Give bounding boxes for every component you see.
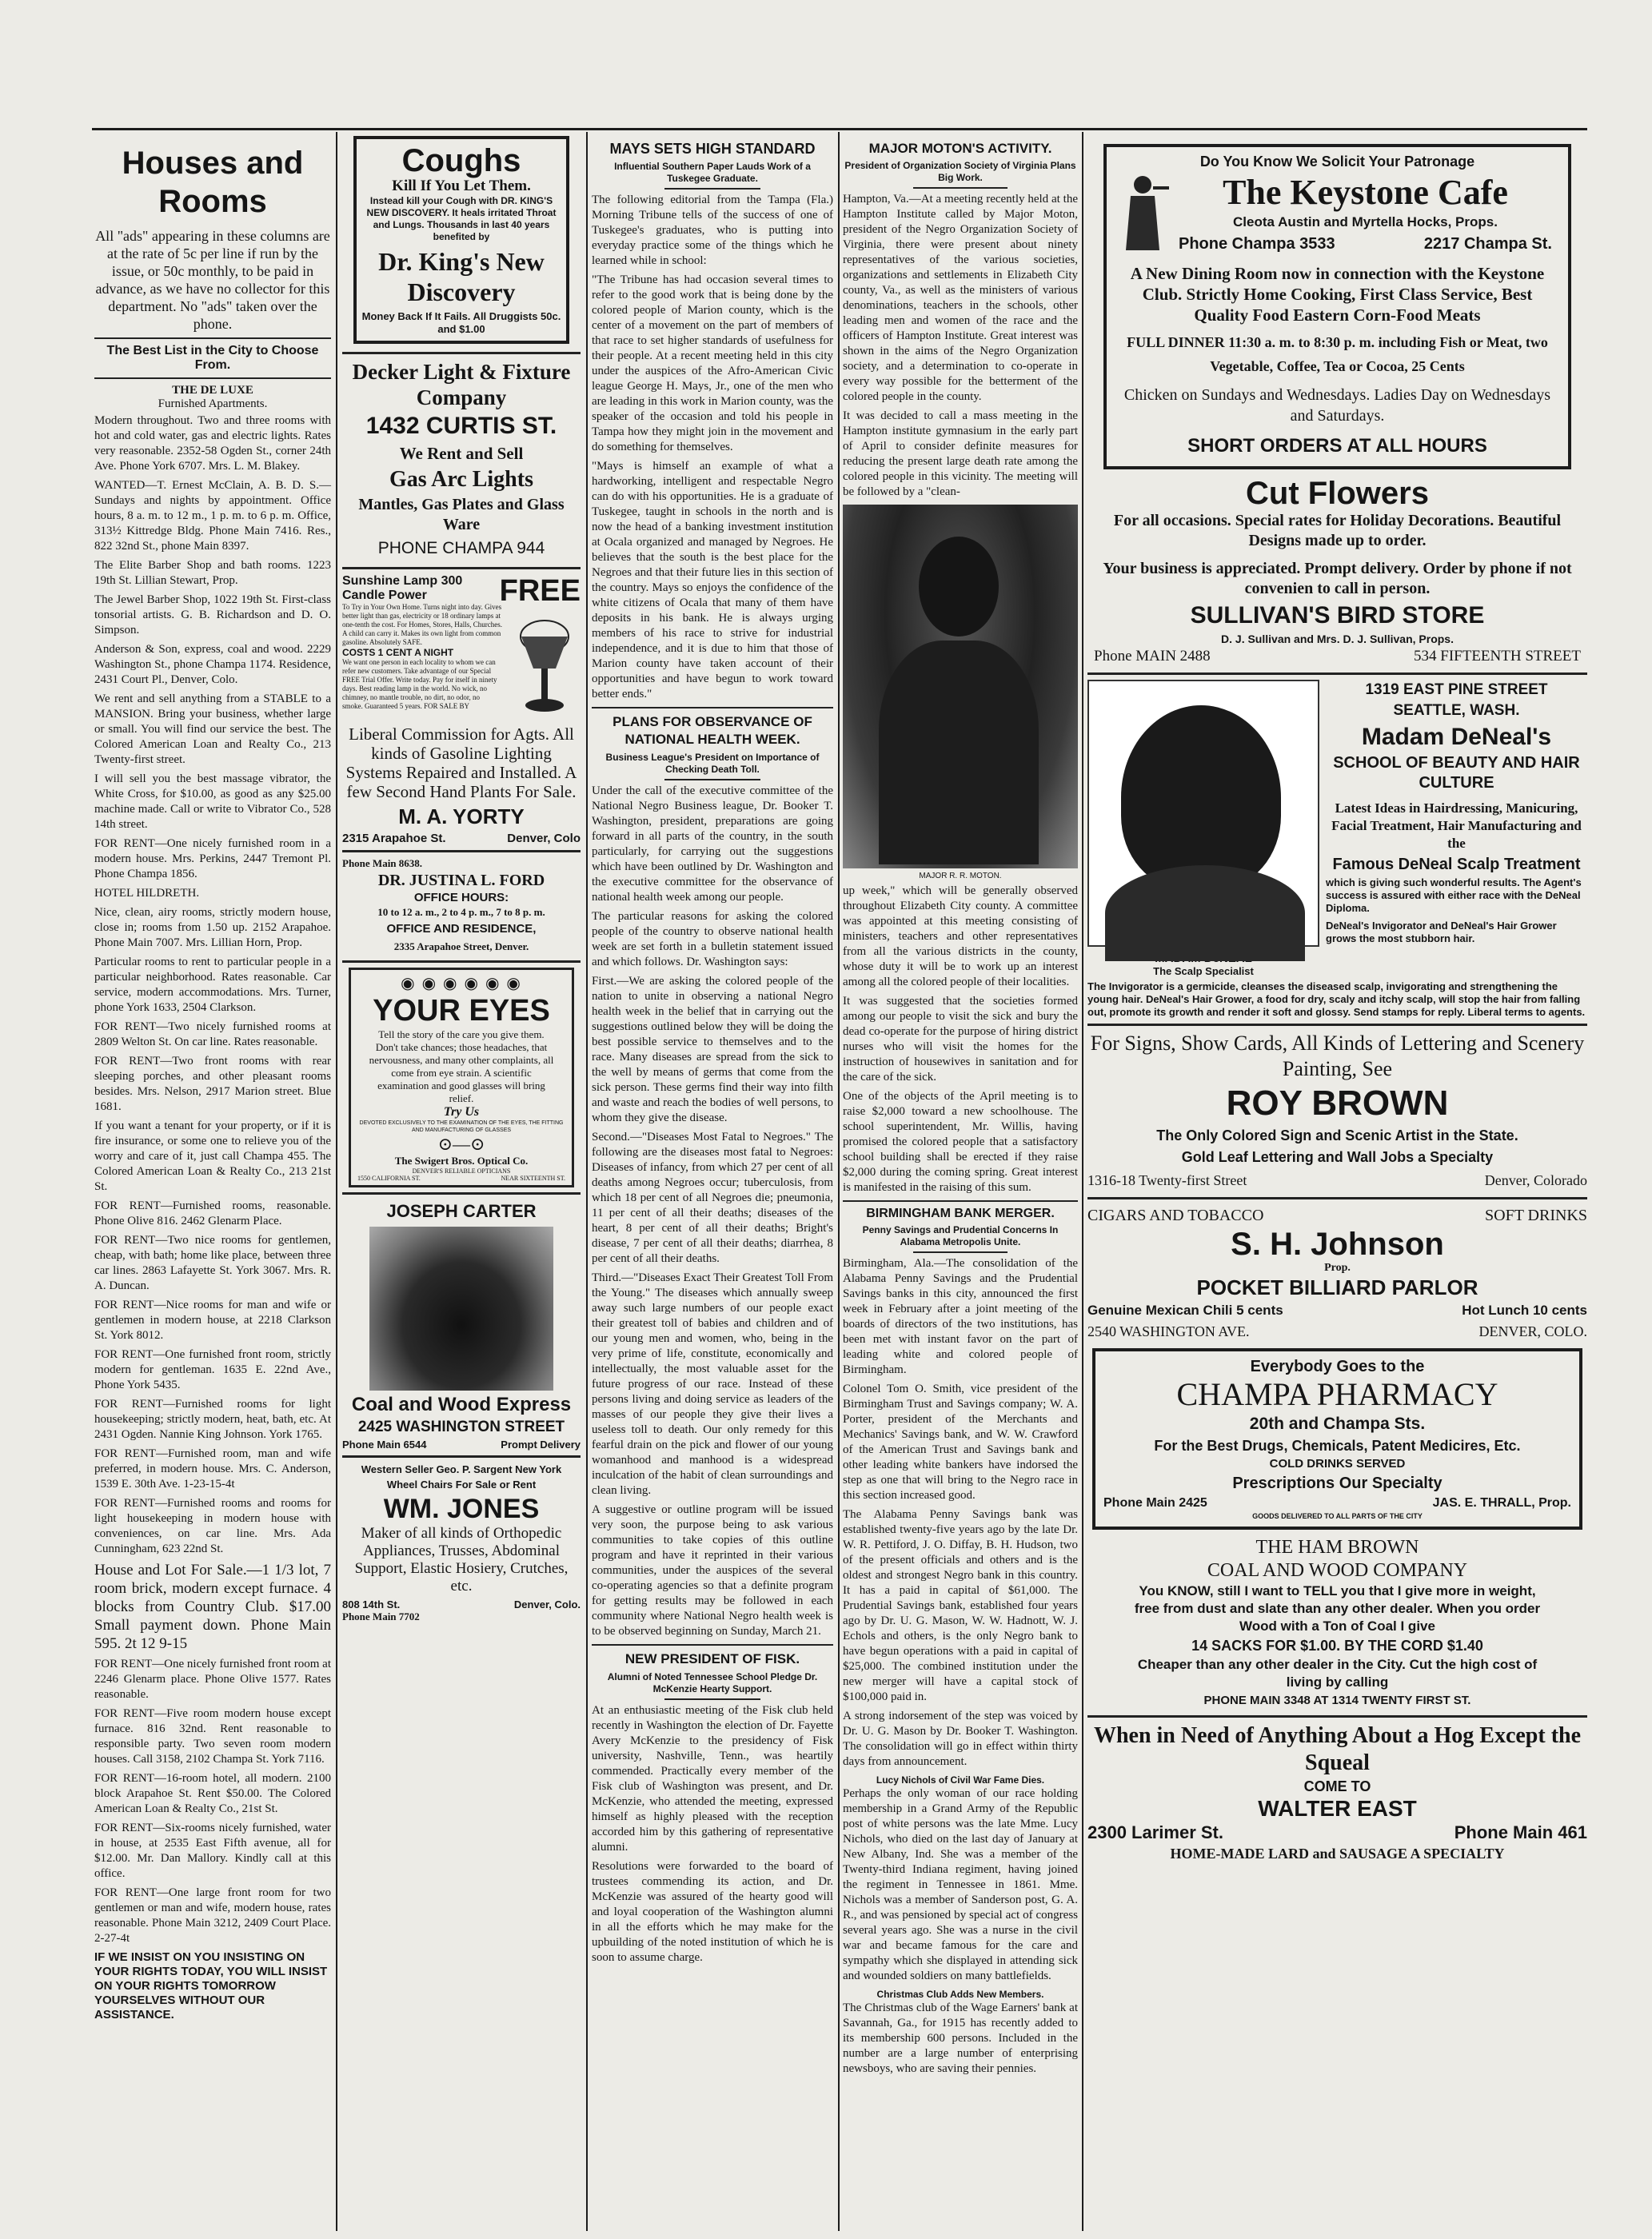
sh-prop: Prop. [1324, 1262, 1351, 1274]
houses-intro: All "ads" appearing in these columns are at the rate of 5c per line if run by the issue, or 50c monthly, to be paid in advance, as we have no collector for this department. No "ads" taken over the phone. [95, 228, 330, 332]
deluxe-title: THE DE LUXE [172, 384, 253, 397]
east-name: WALTER EAST [1258, 1796, 1417, 1821]
decker-line1: We Rent and Sell [399, 444, 524, 463]
yorty-city: Denver, Colo [507, 832, 581, 845]
jones-chairs: Wheel Chairs For Sale or Rent [386, 1479, 537, 1491]
deneal-famous: Famous DeNeal Scalp Treatment [1332, 856, 1581, 873]
plans-article-body [592, 784, 833, 1639]
ham-sacks: 14 SACKS FOR $1.00. BY THE CORD $1.40 [1191, 1638, 1483, 1654]
insist-rights-notice: IF WE INSIST ON YOU INSISTING ON YOUR RIGHTS TODAY, YOU WILL INSIST ON YOUR RIGHTS TOMORROW YOURSELVES WITHOUT OUR ASSISTANCE. [94, 1950, 328, 2021]
jones-name: WM. JONES [383, 1494, 540, 1524]
classified-ad: FOR RENT—Furnished rooms, reasonable. Phone Olive 816. 2462 Glenarm Place. [94, 1199, 331, 1227]
article-paragraph: A suggestive or outline program will be issued very soon, the purpose being to ask various communities to take copies of this outline program and have it reprinted in their various communities, under the auspices of the several co-operating agencies so that a definite program for getting results may be followed in each community where National Negro health week is to be observed beginning on Sunday, March 21. [592, 1503, 833, 1638]
sunshine-title: Sunshine Lamp 300 Candle Power [342, 574, 463, 602]
keystone-props: Cleota Austin and Myrtella Hocks, Props. [1233, 214, 1498, 229]
article-paragraph: One of the objects of the April meeting is to raise $2,000 toward a new schoolhouse. The school superintendent, Mr. Willis, having promised the colored people that a satisfactory school building shall be erected if they raise $2,000 during the coming spring. Great interest is manifested in the raising of this sum. [843, 1090, 1078, 1194]
roy-name: ROY BROWN [1226, 1084, 1449, 1123]
flowers-body2: Your business is appreciated. Prompt delivery. Order by phone if not convenien to call in person. [1103, 560, 1572, 597]
article-paragraph: Hampton, Va.—At a meeting recently held at the Hampton Institute called by Major Moton, president of the Negro Organization Society of Virginia, there were present about ninety representatives of the various societies, organizations and settlements in Elizabeth City county, Va., as well as the ministers of various denominations, teachers in the schools, other leading men and women of the race and the officers of Hampton Institute. Great interest was shown in the aims of the Negro Organization society, and a determination to co-operate in every way possible for the betterment of the colored people in the county. [843, 193, 1078, 403]
sunshine-body2: We want one person in each locality to whom we can refer new customers. Take advantage of our Special FREE Trial Offer. Write today. Pay for itself in ninety days. Best reading lamp in the world. No wick, no chimney, no mantle trouble, no dirt, no odor, no smoke. Guaranteed 5 years. FOR SALE BY [342, 658, 497, 710]
article-paragraph: At an enthusiastic meeting of the Fisk club held recently in Washington the election of Dr. Fayette Avery McKenzie to the presidency of Fisk university, Nashville, Tenn., was heartily commended. Practically every member of the Fisk club of Washington was present, and Dr. McKenzie, who attended the meeting, expressed himself as highly pleased with the reception accorded him by this gathering of representative alumni. [592, 1704, 833, 1854]
flowers-title: Cut Flowers [1246, 476, 1429, 511]
decker-line2: Gas Arc Lights [389, 467, 533, 492]
ham-title: THE HAM BROWN [1255, 1537, 1419, 1558]
ham-title2: COAL AND WOOD COMPANY [1207, 1560, 1468, 1581]
sh-name: S. H. Johnson [1231, 1227, 1444, 1262]
classified-ad: We rent and sell anything from a STABLE to a MANSION. Bring your business, whether large or small. You will find our service the best. The Colored American Loan and Realty Co., 213 Twenty-first street. [94, 692, 331, 766]
keystone-dinner: FULL DINNER 11:30 a. m. to 8:30 p. m. including Fish or Meat, two Vegetable, Coffee, Tea or Cocoa, 25 Cents [1127, 334, 1548, 374]
ford-address: 2335 Arapahoe Street, Denver. [393, 940, 529, 952]
moton-article-body [843, 192, 1078, 500]
flowers-store: SULLIVAN'S BIRD STORE [1190, 602, 1485, 629]
keystone-cafe-ad [1103, 144, 1571, 469]
article-paragraph: A strong indorsement of the step was voiced by Dr. U. G. Mason by Dr. Booker T. Washington. The consolidation will go in effect within thirty days from announcement. [843, 1710, 1078, 1768]
classified-ad: FOR RENT—Nice rooms for man and wife or gentlemen in modern house, at 2218 Clarkson St. York 8012. [94, 1299, 331, 1342]
deneal-caption2: The Scalp Specialist [1153, 965, 1254, 977]
ham-brown-ad [1087, 1536, 1587, 1710]
yorty-ad [342, 724, 581, 845]
classified-ad: FOR RENT—Furnished room, man and wife preferred, in modern house. Mrs. C. Anderson, 1539 E. 30th Ave. 1-23-15-4t [94, 1447, 331, 1491]
jones-city: Denver, Colo. [513, 1598, 581, 1610]
roy-brown-ad [1087, 1031, 1587, 1192]
sh-cigars: CIGARS AND TOBACCO [1087, 1207, 1264, 1224]
your-eyes-ad [349, 968, 574, 1187]
ham-cheaper: Cheaper than any other dealer in the City. Cut the high cost of living by calling [1137, 1657, 1538, 1690]
sunshine-body: To Try in Your Own Home. Turns night into day. Gives better light than gas, electricity or 18 ordinary lamps at one-tenth the cost. For Homes, Stores, Halls, Churches. A child can carry it. Makes its own light from common gasoline. Absolutely SAFE. [342, 603, 502, 646]
champa-streets: 20th and Champa Sts. [1249, 1415, 1426, 1433]
classified-ad: FOR RENT—Furnished rooms and rooms for light housekeeping in modern house with conveniences, on car line. Mrs. Ada Cunningham, 623 22nd St. [94, 1497, 331, 1555]
classified-ad: FOR RENT—16-room hotel, all modern. 2100 block Arapahoe St. Rent $50.00. The Colored American Loan & Realty Co., 21st St. [94, 1772, 331, 1815]
mays-subhead: Influential Southern Paper Lauds Work of a Tuskegee Graduate. [614, 161, 811, 184]
article-paragraph: "Mays is himself an example of what a hardworking, intelligent and respectable Negro can do with his opportunities. He is a graduate of Tuskegee, taught in schools in the north and is now the head of a banking investment institution at Ocala organized and managed by Negroes. He believes that the south is the best place for the Negroes and that their future lies in this section of the country. Mays so enjoys the confidence of the white citizens of Ocala that many of them have deposits in his bank. He is always urging members of his race to strive for industrial independence, and it is due to him that those of Marion county have taken account of their opportunities and have begun to work toward better ends." [592, 460, 833, 700]
ford-name: DR. JUSTINA L. FORD [377, 872, 545, 889]
yorty-address: 2315 Arapahoe St. [342, 832, 446, 845]
eyes-reliable: DENVER'S RELIABLE OPTICIANS [412, 1167, 511, 1175]
sh-lunch: Hot Lunch 10 cents [1462, 1303, 1587, 1318]
flowers-phone: Phone MAIN 2488 [1094, 648, 1211, 665]
deneal-giving: which is giving such wonderful results. The Agent's success is assured with either race with the DeNeal Diploma. [1326, 876, 1582, 914]
xmas-body: The Christmas club of the Wage Earners' bank at Savannah, Ga., for 1915 has recently added to its membership 600 persons. Included in the number are a large number of enterprising newsboys, who are saving their pennies. [843, 2002, 1078, 2075]
moton-caption: MAJOR R. R. MOTON. [919, 872, 1002, 880]
sunshine-cost: COSTS 1 CENT A NIGHT [342, 647, 454, 658]
keystone-address: 2217 Champa St. [1423, 235, 1552, 253]
coal-pile-image [369, 1227, 553, 1391]
classified-ad: FOR RENT—Two nicely furnished rooms at 2809 Welton St. On car line. Rates reasonable. [94, 1020, 331, 1048]
east-come: COME TO [1303, 1778, 1371, 1794]
house-lot-ad: House and Lot For Sale.—1 1/3 lot, 7 room brick, modern except furnace. 4 blocks from Country Club. $17.00 Small payment down. Phone Main 595. 2t 12 9-15 [94, 1562, 331, 1652]
keystone-phone: Phone Champa 3533 [1179, 235, 1335, 253]
roy-top: For Signs, Show Cards, All Kinds of Lettering and Scenery Painting, See [1090, 1032, 1585, 1080]
flowers-address: 534 FIFTEENTH STREET [1414, 648, 1581, 665]
joseph-carter-ad [342, 1199, 581, 1451]
eyes-devoted: DEVOTED EXCLUSIVELY TO THE EXAMINATION OF THE EYES, THE FITTING AND MANUFACTURING OF GLASSES [359, 1120, 564, 1133]
decker-phone: PHONE CHAMPA 944 [377, 539, 545, 557]
champa-prop: JAS. E. THRALL, Prop. [1432, 1496, 1571, 1510]
column-news-1 [592, 136, 833, 2227]
article-paragraph: "The Tribune has had occasion several times to refer to the good work that is being done by the colored people of Marion county, which is the center of a movement on the part of members of that race to set higher standards of usefulness for their people. At a recent meeting held in this city under the auspices of the Afro-American Civic league George H. Mays, Jr., one of the men who are leading in this work in Marion county, was the speaker of the occasion and told his people in Tampa how they might join in the movement and do something for themselves. [592, 273, 833, 453]
deneal-ad [1087, 680, 1587, 977]
waiter-icon [1115, 170, 1171, 258]
column-rule-2 [586, 132, 588, 2231]
wm-jones-ad [342, 1463, 581, 1623]
decker-address: 1432 CURTIS ST. [365, 413, 557, 439]
column-rule-1 [336, 132, 337, 2231]
column-advertisements [342, 136, 581, 2227]
bank-headline: BIRMINGHAM BANK MERGER. [866, 1207, 1055, 1220]
champa-pharmacy-ad [1092, 1348, 1582, 1530]
flowers-body: For all occasions. Special rates for Holiday Decorations. Beautiful Designs made up to order. [1113, 512, 1562, 549]
article-paragraph: Colonel Tom O. Smith, vice president of the Birmingham Trust and Savings company; W. A. Porter, president of the Merchants and Mechanics' Savings bank, and W. W. Crawford of the American Trust and Savings bank and other leading white bankers have indorsed the step as one that will bring to the Negro race in this section increased good. [843, 1383, 1078, 1502]
jones-body: Maker of all kinds of Orthopedic Appliances, Trusses, Abdominal Support, Elastic Hosiery, Crutches, etc. [354, 1525, 569, 1594]
sh-drinks: SOFT DRINKS [1485, 1207, 1587, 1224]
eyes-near: NEAR SIXTEENTH ST. [501, 1175, 565, 1182]
champa-best: For the Best Drugs, Chemicals, Patent Medicires, Etc. [1154, 1438, 1521, 1454]
sunshine-free: FREE [499, 574, 581, 608]
classified-ad: FOR RENT—One large front room for two gentlemen or man and wife, modern house, rates reasonable. Phone Main 3212, 2409 Court Place. 2-27-4t [94, 1886, 331, 1945]
classified-ad: I will sell you the best massage vibrator, the White Cross, for $10.00, as good as any $25.00 machine made. Call or write to Vibrator Co., 528 14th street. [94, 772, 331, 831]
column-rule-4 [1082, 132, 1083, 2231]
article-paragraph: up week," which will be generally observed throughout Elizabeth City county. A committee was appointed at this meeting consisting of ministers, teachers and other representatives from all the various districts in the county, whose duty it will be to work up an interest among all the colored people of their localities. [843, 884, 1078, 988]
article-paragraph: It was decided to call a mass meeting in the Hampton institute gymnasium in the early part of April to consider definite measures for reducing the present large death rate among the colored people in this vicinity. The meeting will be followed by a "clean- [843, 409, 1078, 498]
decker-title: Decker Light & Fixture Company [352, 360, 571, 409]
yorty-name: M. A. YORTY [398, 804, 525, 828]
keystone-top: Do You Know We Solicit Your Patronage [1199, 154, 1475, 170]
sunshine-lamp-ad [342, 574, 581, 724]
deluxe-subtitle: Furnished Apartments. [158, 397, 268, 410]
roy-gold: Gold Leaf Lettering and Wall Jobs a Specialty [1181, 1149, 1494, 1165]
fisk-subhead: Alumni of Noted Tennessee School Pledge Dr. McKenzie Hearty Support. [607, 1671, 818, 1694]
article-paragraph: The following editorial from the Tampa (Fla.) Morning Tribune tells of the success of one of Tuskegee's graduates, who is putting into everyday practice some of the things which he learned while in school: [592, 194, 833, 267]
classified-ad: The Jewel Barber Shop, 1022 19th St. First-class tonsorial artists. G. B. Richardson and D. O. Simpson. [94, 593, 331, 637]
article-paragraph: Birmingham, Ala.—The consolidation of the Alabama Penny Savings and the Prudential Savings banks in this city, announced the first week in February after a joint meeting of the boards of directors of the two institutions, has been met with instant favor on the part of leading white and colored people of Birmingham. [843, 1257, 1078, 1376]
coughs-subtitle: Kill If You Let Them. [392, 178, 531, 194]
ford-hours: 10 to 12 a. m., 2 to 4 p. m., 7 to 8 p. m. [377, 906, 545, 918]
flowers-props: D. J. Sullivan and Mrs. D. J. Sullivan, Props. [1221, 633, 1454, 645]
sh-parlor: POCKET BILLIARD PARLOR [1196, 1275, 1478, 1299]
deneal-latest: Latest Ideas in Hairdressing, Manicuring, Facial Treatment, Hair Manufacturing and the [1331, 800, 1582, 851]
eyes-address: 1550 CALIFORNIA ST. [357, 1175, 421, 1182]
sh-city: DENVER, COLO. [1478, 1323, 1587, 1339]
keystone-title: The Keystone Cafe [1223, 173, 1508, 212]
east-top: When in Need of Anything About a Hog Except the Squeal [1093, 1723, 1582, 1775]
houses-title: Houses and Rooms [122, 146, 304, 219]
deneal-grower: DeNeal's Invigorator and DeNeal's Hair Grower grows the most stubborn hair. [1326, 920, 1557, 944]
ford-hours-title: OFFICE HOURS: [413, 891, 509, 904]
jones-seller: Western Seller Geo. P. Sargent New York [361, 1463, 562, 1475]
decker-ad [342, 359, 581, 562]
coughs-brand: Dr. King's New Discovery [378, 247, 545, 306]
decker-line3: Mantles, Gas Plates and Glass Ware [358, 496, 565, 533]
cut-flowers-ad [1087, 476, 1587, 668]
bank-subhead: Penny Savings and Prudential Concerns In Alabama Metropolis Unite. [862, 1224, 1059, 1247]
plans-headline: PLANS FOR OBSERVANCE OF NATIONAL HEALTH WEEK. [613, 714, 812, 747]
article-paragraph: Second.—"Diseases Most Fatal to Negroes." The following are the diseases most fatal to Negroes: Diseases of infancy, from which 27 per cent of all deaths among Negroes occur; tuberculosis, from which 18 per cent of all Negroes die; pneumonia, 11 per cent of all their deaths; diseases of the heart, 8 per cent of all their deaths; Bright's disease, 7 per cent of all their deaths; diarrhea, 8 per cent of all their deaths. [592, 1131, 833, 1265]
xmas-headline: Christmas Club Adds New Members. [876, 1989, 1044, 2000]
deneal-title: Madam DeNeal's [1361, 724, 1552, 750]
bank-article-body [843, 1256, 1078, 1770]
classified-ad: HOTEL HILDRETH. [94, 887, 200, 900]
classified-ad: If you want a tenant for your property, or if it is fire insurance, or some one to relieve you of the worry and care of it, just call Champa 455. The Colored American Loan & Realty Co., 213 21st St. [94, 1120, 331, 1193]
eyes-title: YOUR EYES [373, 994, 550, 1028]
column-advertisements-2 [1087, 136, 1587, 2227]
classified-ad: WANTED—T. Ernest McClain, A. B. D. S.—Sundays and nights by appointment. Office hours, 8 a. m. to 12 m., 1 p. m. to 6 p. m. Office, 313½ Kittredge Bldg. Phone Main 7416. Res., 822 32nd St., phone Main 8397. [94, 479, 331, 553]
classified-ad: FOR RENT—One nicely furnished room in a modern house. Mrs. Perkins, 2447 Tremont Pl. Phone Champa 1856. [94, 837, 331, 880]
champa-title: CHAMPA PHARMACY [1176, 1376, 1498, 1412]
classified-ad: FOR RENT—One nicely furnished front room at 2246 Glenarm place. Phone Olive 1577. Rates reasonable. [94, 1658, 331, 1701]
plans-subhead: Business League's President on Importance of Checking Death Toll. [605, 752, 820, 775]
classified-ad: FOR RENT—Five room modern house except furnace. 816 32nd. Rent reasonable to responsible party. Two seven room modern houses. Call 3158, 2102 Champa St. York 7116. [94, 1707, 331, 1766]
walter-east-ad [1087, 1722, 1587, 1863]
classified-ad: FOR RENT—Furnished rooms for light housekeeping; strictly modern, heat, bath, etc. At 2431 Ogden. Nannie King Johnson. York 1765. [94, 1398, 331, 1441]
eyes-try: Try Us [443, 1105, 480, 1119]
champa-goods: GOODS DELIVERED TO ALL PARTS OF THE CITY [1252, 1512, 1423, 1520]
article-paragraph: It was suggested that the societies formed among our people to visit the sick and bury the dead co-operate for the purpose of hiring district nurses who will visit the homes for the instruction of housewives in sanitation and for the care of the sick. [843, 995, 1078, 1084]
column-houses-and-rooms [94, 136, 331, 2227]
moton-portrait [843, 505, 1078, 868]
sh-johnson-ad [1087, 1204, 1587, 1342]
glasses-icon: ⊙—⊙ [437, 1134, 485, 1154]
champa-top: Everybody Goes to the [1250, 1358, 1425, 1375]
east-address: 2300 Larimer St. [1087, 1822, 1223, 1842]
classified-list-2 [94, 1657, 331, 1946]
column-news-2 [843, 136, 1078, 2227]
roy-city: Denver, Colorado [1484, 1172, 1587, 1188]
ford-office: OFFICE AND RESIDENCE, [386, 922, 537, 936]
classified-ad: FOR RENT—Six-rooms nicely furnished, water in house, at 2535 East Fifth avenue, all for $12.00. Mr. Dan Mallory. Kindly call at this office. [94, 1822, 331, 1880]
yorty-body: Liberal Commission for Agts. All kinds of Gasoline Lighting Systems Repaired and Installed. A few Second Hand Plants For Sale. [345, 724, 577, 801]
classified-ad: Nice, clean, airy rooms, strictly modern house, close in; rooms from 1.50 up. 2152 Arapahoe. Phone Main 7007. Mrs. Lillian Horn, Prop. [94, 906, 331, 949]
nichols-headline: Lucy Nichols of Civil War Fame Dies. [876, 1774, 1045, 1786]
ham-body: You KNOW, still I want to TELL you that I give more in weight, free from dust and slate than any other dealer. When you order Wood with a Ton of Coal I give [1134, 1583, 1541, 1634]
champa-phone: Phone Main 2425 [1103, 1496, 1207, 1510]
jones-phone: Phone Main 7702 [342, 1610, 420, 1622]
carter-phone: Phone Main 6544 [342, 1439, 427, 1451]
coughs-body: Instead kill your Cough with DR. KING'S NEW DISCOVERY. It heals irritated Throat and Lungs. Thousands in last 40 years benefited by [366, 195, 557, 242]
classified-ad: Particular rooms to rent to particular people in a particular neighborhood. Rates reasonable. Car service, modern accommodations. Mrs. Turner, phone York 1633, 2504 Clarkson. [94, 956, 331, 1014]
moton-headline: MAJOR MOTON'S ACTIVITY. [868, 141, 1052, 156]
coughs-title: Coughs [401, 143, 521, 178]
carter-title: JOSEPH CARTER [386, 1201, 537, 1221]
moton-article-body-2 [843, 884, 1078, 1195]
nichols-body: Perhaps the only woman of our race holding membership in a Grand Army of the Republic post of white persons was the late Mme. Lucy Nichols, who died on the last day of January at New Albany, Ind. She was a member of the Twenty-third Indiana regiment, having joined the regiment in Tennessee in 1861. Mme. Nichols was a member of Sanderson post, G. A. R., and was pensioned by special act of congress several years ago. She was a nurse in the civil war and became famous for the care and sympathy which she displayed in attending sick and wounded soldiers on many battlefields. [843, 1787, 1078, 1982]
ford-phone: Phone Main 8638. [342, 857, 423, 869]
sh-address: 2540 WASHINGTON AVE. [1087, 1323, 1250, 1339]
dr-ford-ad [342, 857, 581, 956]
eyes-body: Tell the story of the care you give them. Don't take chances; those headaches, that nervousness, and many other complaints, all come from eye strain. A scientific examination and good glasses will bring relief. [369, 1028, 554, 1104]
deneal-city: SEATTLE, WASH. [1393, 702, 1520, 719]
article-paragraph: The Alabama Penny Savings bank was established twenty-five years ago by the late Dr. W. R. Pettiford, J. O. Diffay, B. H. Hudson, two of the present officials and others and is the oldest and strongest Negro bank in this country. It has a paid in capital of $61,000. The Prudential Savings bank, established four years ago by Dr. U. G. Mason, W. W. Hadnott, W. J. Echols and others, is the only Negro bank to have begun operations with a paid in capital of $25,000. The combined institution under the new merger will have a capital stock of $100,000 paid in. [843, 1508, 1078, 1703]
sh-chili: Genuine Mexican Chili 5 cents [1087, 1303, 1283, 1318]
lamp-icon [513, 613, 576, 716]
article-paragraph: First.—We are asking the colored people of the nation to unite in observing a national Negro health week in the belief that in carrying out the suggestions outlined below they will be doing the best possible service to themselves and to the race. Many diseases are spread from the sick to the well by means of germs that come from the sick person. These germs find their way into filth and waste and reach the bodies of well persons, to whom they give the disease. [592, 975, 833, 1124]
deneal-school: SCHOOL OF BEAUTY AND HAIR CULTURE [1333, 754, 1580, 792]
classified-ad: FOR RENT—Two front rooms with rear sleeping porches, and other pleasant rooms besides. Mrs. Nelson, 2917 Marion street. Blue 1681. [94, 1055, 331, 1113]
classified-ad: The Elite Barber Shop and bath rooms. 1223 19th St. Lillian Stewart, Prop. [94, 559, 331, 587]
top-rule [92, 128, 1587, 130]
carter-coal: Coal and Wood Express [351, 1394, 572, 1415]
keystone-short-orders: SHORT ORDERS AT ALL HOURS [1187, 435, 1487, 457]
moton-subhead: President of Organization Society of Virginia Plans Big Work. [844, 160, 1076, 183]
east-lard: HOME-MADE LARD and SAUSAGE A SPECIALTY [1170, 1846, 1505, 1862]
classified-list [94, 413, 331, 1557]
article-paragraph: Third.—"Diseases Exact Their Greatest Toll From the Young." The diseases which annually sweep away such large numbers of our people exact their greatest toll of babies and children and of our young men and women, who, being in the very prime of life, constitute, economically and intellectually, the most valuable asset for the future progress of our race. Instead of these persons living and doing service as leaders of the masses of our people they give their lives a useless toll to death. Our only remedy for this fearful drain on the pick and flower of our young womanhood and manhood is a widespread inculcation of the habit of clean surroundings and clean living. [592, 1271, 833, 1497]
classified-ad: Modern throughout. Two and three rooms with hot and cold water, gas and electric lights. Rates very reasonable. 2352-58 Ogden St., corner 24th Ave. Phone York 6707. Mrs. L. M. Blakey. [94, 414, 331, 473]
article-paragraph: Resolutions were forwarded to the board of trustees commending its action, and Dr. McKenzie was assured of the hearty good will and loyal cooperation of the Washington alumni in all the efforts which he may make for the upbuilding of the noted institution of which he is soon to assume charge. [592, 1860, 833, 1964]
article-paragraph: Under the call of the executive committee of the National Negro Business league, Dr. Booker T. Washington, president, preparations are going forward in all parts of the country, in the south particularly, for carrying out the suggestions which have been outlined by Dr. Washington and the executive committee for the observance of national health week among our people. [592, 784, 833, 904]
article-paragraph: The particular reasons for asking the colored people of the country to observe national health week are set forth in a bulletin statement issued and which follows. Dr. Washington says: [592, 910, 833, 968]
keystone-chicken: Chicken on Sundays and Wednesdays. Ladies Day on Wednesdays and Saturdays. [1123, 386, 1551, 425]
champa-prescriptions: Prescriptions Our Specialty [1232, 1475, 1443, 1492]
column-rule-3 [838, 132, 840, 2231]
roy-address: 1316-18 Twenty-first Street [1087, 1172, 1247, 1188]
roy-only: The Only Colored Sign and Scenic Artist in the State. [1156, 1127, 1518, 1143]
champa-cold: COLD DRINKS SERVED [1269, 1457, 1406, 1471]
deneal-address: 1319 EAST PINE STREET [1365, 681, 1548, 698]
fisk-article-body [592, 1703, 833, 1966]
carter-prompt: Prompt Delivery [501, 1439, 581, 1451]
classified-ad: FOR RENT—One furnished front room, strictly modern for gentleman. 1635 E. 22nd Ave., Phone York 5435. [94, 1348, 331, 1391]
eyes-company: The Swigert Bros. Optical Co. [394, 1155, 529, 1167]
jones-address: 808 14th St. [342, 1598, 401, 1610]
fisk-headline: NEW PRESIDENT OF FISK. [624, 1651, 800, 1666]
carter-address: 2425 WASHINGTON STREET [357, 1419, 565, 1435]
mays-headline: MAYS SETS HIGH STANDARD [609, 141, 816, 157]
east-phone: Phone Main 461 [1454, 1822, 1587, 1842]
best-list-heading: The Best List in the City to Choose From. [106, 344, 319, 372]
ham-phone: PHONE MAIN 3348 AT 1314 TWENTY FIRST ST. [1203, 1694, 1471, 1707]
classified-ad: FOR RENT—Two nice rooms for gentlemen, cheap, with bath; home like place, between three car lines. 2863 Lafayette St. York 3067. Mrs. R. A. Duncan. [94, 1234, 331, 1292]
deneal-invigorator: The Invigorator is a germicide, cleanses the diseased scalp, invigorating and strengthening the young hair. DeNeal's Hair Grower, a food for dry, scaly and itchy scalp, will stop the hair from falling out, promote its growth and render it soft and glossy. Send stamps for reply. Liberal terms to agents. [1087, 980, 1586, 1018]
coughs-ad [353, 136, 569, 344]
eyes-row-icon: ◉ ◉ ◉ ◉ ◉ ◉ [401, 975, 522, 992]
deneal-portrait [1087, 680, 1319, 947]
coughs-footer: Money Back If It Fails. All Druggists 50c. and $1.00 [361, 310, 561, 335]
keystone-body: A New Dining Room now in connection with the Keystone Club. Strictly Home Cooking, First Class Service, Best Quality Food Eastern Corn-Food Meats [1130, 264, 1545, 325]
mays-article-body [592, 193, 833, 702]
classified-ad: Anderson & Son, express, coal and wood. 2229 Washington St., phone Champa 1174. Residence, 2431 Court Pl., Denver, Colo. [94, 643, 331, 686]
